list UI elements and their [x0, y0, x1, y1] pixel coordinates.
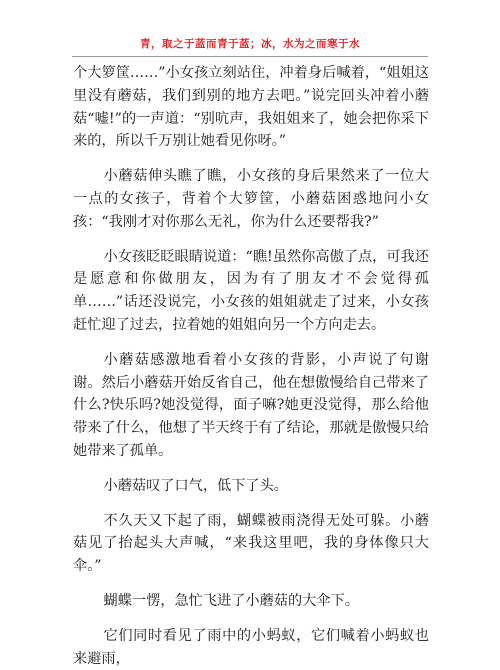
paragraph: 小蘑菇叹了口气，低下了头。 [103, 477, 288, 494]
paragraph: 小蘑菇伸头瞧了瞧，小女孩的身后果然来了一位大一点的女孩子，背着个大箩筐，小蘑菇困惑地问小女孩：“我刚才对你那么无礼，你为什么还要帮我?” [73, 168, 429, 230]
paragraph: 蝴蝶一愣，急忙飞进了小蘑菇的大伞下。 [103, 592, 359, 609]
page-header-title: 青，取之于蓝而青于蓝；冰，水为之而寒于水 [140, 38, 360, 50]
paragraph: 不久天又下起了雨，蝴蝶被雨浇得无处可躲。小蘑菇见了抬起头大声喊，“来我这里吧，我的身体像只大伞。” [73, 512, 429, 575]
paragraph: 它们同时看见了雨中的小蚂蚁，它们喊着小蚂蚁也来避雨， [73, 627, 429, 667]
body-text [73, 62, 429, 670]
paragraph: 小蘑菇感激地看着小女孩的背影，小声说了句谢谢。然后小蘑菇开始反省自己，他在想傲慢给自己带来了什么?快乐吗?她没觉得，面子嘛?她更没觉得，那么给他带来了什么，他想了半天终于有了结论，那就是傲慢只给她带来了孤单。 [73, 351, 429, 459]
paragraph: 小女孩眨眨眼睛说道：“瞧!虽然你高傲了点，可我还是愿意和你做朋友，因为有了朋友才不会觉得孤单……”话还没说完，小女孩的姐姐就走了过来，小女孩赶忙迎了过去，拉着她的姐姐向另一个方向走去。 [73, 248, 429, 333]
header-divider [72, 56, 428, 57]
paragraph-continuation: 个大箩筐……”小女孩立刻站住，冲着身后喊着，“姐姐这里没有蘑菇，我们到别的地方去吧。”说完回头冲着小蘑菇“嘘!”的一声道：“别吭声，我姐姐来了，她会把你采下来的，所以千万别让她看见你呀。” [73, 65, 429, 150]
